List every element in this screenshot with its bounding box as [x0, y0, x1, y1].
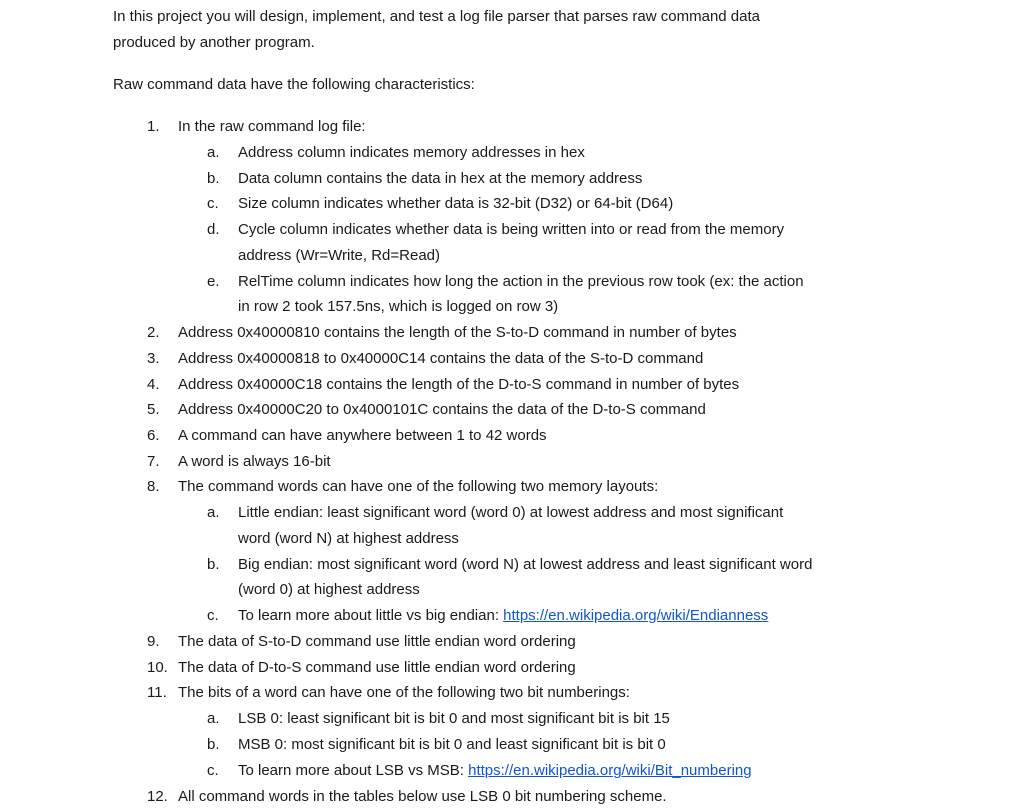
- list-item-8c: [238, 607, 768, 625]
- list-item-1e-line-1: RelTime column indicates how long the action in the previous row took (ex: the action: [238, 273, 804, 290]
- list-marker: 9.: [147, 633, 160, 650]
- list-marker: 11.: [147, 684, 167, 701]
- list-item-8c-text: To learn more about little vs big endian:: [238, 607, 504, 624]
- intro-line-1: In this project you will design, implement, and test a log file parser that parses raw command data: [113, 8, 760, 25]
- list-item-8b-line-1: Big endian: most significant word (word N) at lowest address and least significant word: [238, 556, 813, 573]
- list-item-11: The bits of a word can have one of the following two bit numberings:: [178, 684, 630, 701]
- sublist-marker: c.: [207, 607, 219, 624]
- sublist-marker: d.: [207, 221, 220, 238]
- list-marker: 2.: [147, 324, 160, 341]
- list-item-2: Address 0x40000810 contains the length of the S-to-D command in number of bytes: [178, 324, 737, 341]
- bit-numbering-link[interactable]: https://en.wikipedia.org/wiki/Bit_numbering: [468, 762, 752, 779]
- sublist-marker: b.: [207, 170, 220, 187]
- sublist-marker: b.: [207, 736, 220, 753]
- list-marker: 4.: [147, 376, 160, 393]
- sublist-marker: a.: [207, 144, 220, 161]
- sublist-marker: c.: [207, 762, 219, 779]
- list-item-1a: Address column indicates memory addresses in hex: [238, 144, 585, 161]
- list-item-10: The data of D-to-S command use little endian word ordering: [178, 659, 576, 676]
- list-marker: 12.: [147, 788, 168, 805]
- list-item-11b: MSB 0: most significant bit is bit 0 and least significant bit is bit 0: [238, 736, 666, 753]
- intro-line-2: produced by another program.: [113, 34, 315, 51]
- list-item-11c: [238, 762, 752, 780]
- list-item-6: A command can have anywhere between 1 to 42 words: [178, 427, 547, 444]
- list-item-1b: Data column contains the data in hex at the memory address: [238, 170, 643, 187]
- list-item-11c-text: To learn more about LSB vs MSB:: [238, 762, 469, 779]
- list-item-1e-line-2: in row 2 took 157.5ns, which is logged on row 3): [238, 298, 559, 315]
- sublist-marker: c.: [207, 195, 219, 212]
- list-marker: 5.: [147, 401, 160, 418]
- list-item-9: The data of S-to-D command use little endian word ordering: [178, 633, 576, 650]
- list-item-1d-line-1: Cycle column indicates whether data is being written into or read from the memory: [238, 221, 785, 238]
- sublist-marker: b.: [207, 556, 220, 573]
- list-marker: 6.: [147, 427, 160, 444]
- list-item-8a-line-2: word (word N) at highest address: [238, 530, 459, 547]
- sublist-marker: a.: [207, 710, 220, 727]
- list-item-8b-line-2: (word 0) at highest address: [238, 581, 420, 598]
- list-item-1d-line-2: address (Wr=Write, Rd=Read): [238, 247, 441, 264]
- sublist-marker: e.: [207, 273, 220, 290]
- list-item-12: All command words in the tables below use LSB 0 bit numbering scheme.: [178, 788, 667, 805]
- endianness-link[interactable]: https://en.wikipedia.org/wiki/Endianness: [503, 607, 769, 624]
- list-item-8: The command words can have one of the following two memory layouts:: [178, 478, 659, 495]
- list-item-3: Address 0x40000818 to 0x40000C14 contains the data of the S-to-D command: [178, 350, 704, 367]
- sublist-marker: a.: [207, 504, 220, 521]
- list-marker: 7.: [147, 453, 160, 470]
- list-marker: 1.: [147, 118, 160, 135]
- list-marker: 10.: [147, 659, 168, 676]
- list-item-4: Address 0x40000C18 contains the length of the D-to-S command in number of bytes: [178, 376, 740, 393]
- list-item-1c: Size column indicates whether data is 32-bit (D32) or 64-bit (D64): [238, 195, 674, 212]
- characteristics-heading: Raw command data have the following characteristics:: [113, 76, 475, 93]
- list-item-1: In the raw command log file:: [178, 118, 366, 135]
- list-marker: 8.: [147, 478, 160, 495]
- list-item-8a-line-1: Little endian: least significant word (word 0) at lowest address and most significant: [238, 504, 784, 521]
- list-item-5: Address 0x40000C20 to 0x4000101C contains the data of the D-to-S command: [178, 401, 706, 418]
- list-item-11a: LSB 0: least significant bit is bit 0 and most significant bit is bit 15: [238, 710, 670, 727]
- list-item-7: A word is always 16-bit: [178, 453, 331, 470]
- list-marker: 3.: [147, 350, 160, 367]
